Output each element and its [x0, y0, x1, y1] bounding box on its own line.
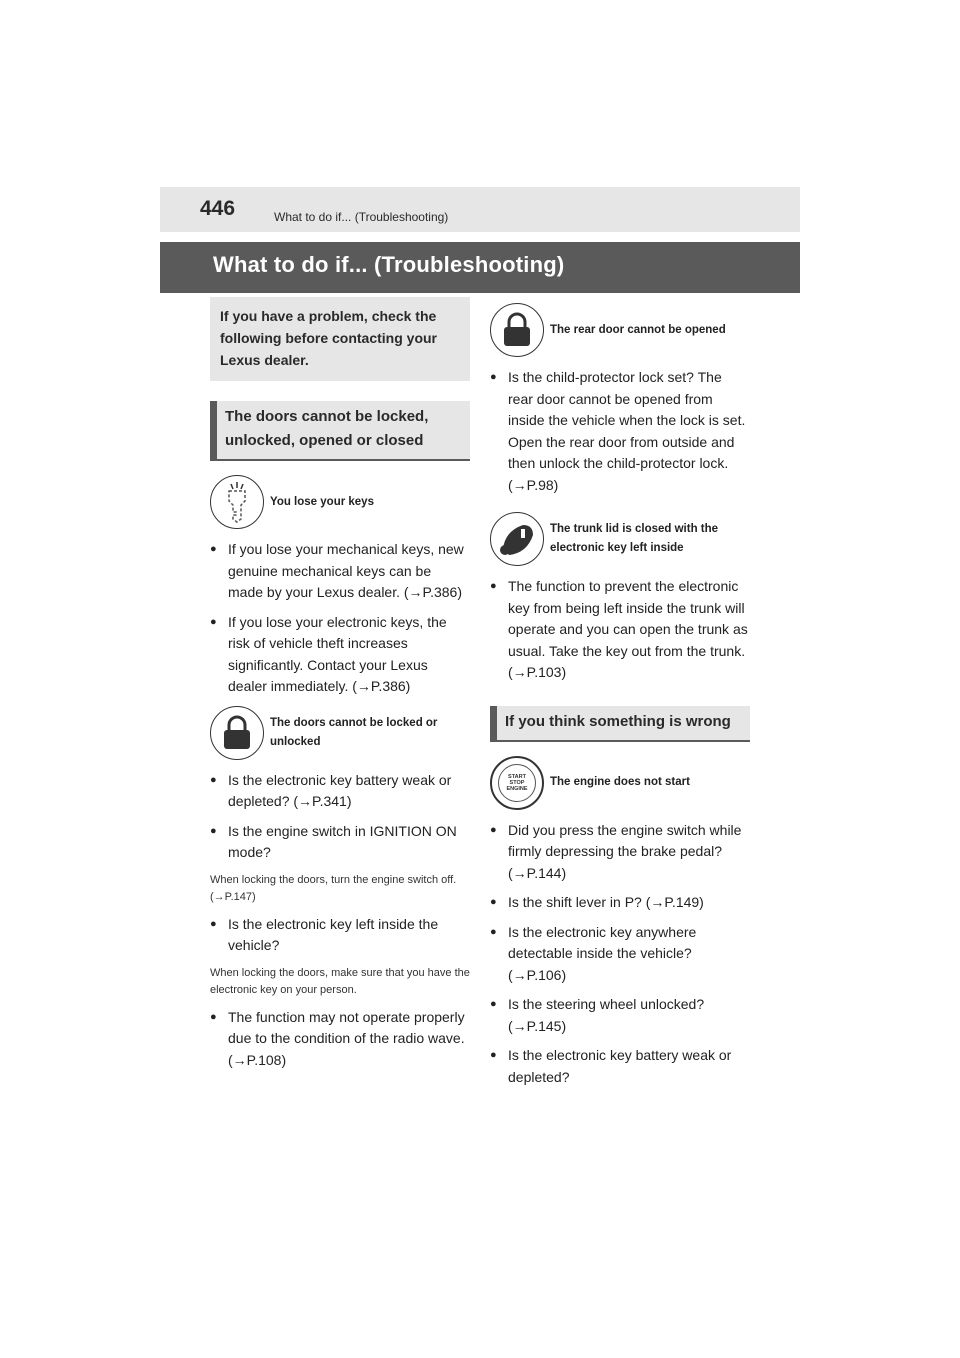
list-item: ● If you lose your mechanical keys, new genuine mechanical keys can be made by your Lexus dealer. (→P.386) [210, 539, 470, 604]
list-item: ● The function may not operate properly due to the condition of the radio wave. (→P.108) [210, 1007, 470, 1072]
section-heading-doors: The doors cannot be locked, unlocked, opened or closed [210, 401, 470, 461]
padlock-icon [210, 706, 264, 760]
list-item: ● Is the electronic key battery weak or depleted? (→P.341) [210, 770, 470, 813]
subheading-label: You lose your keys [270, 495, 374, 508]
list-item: ● Is the electronic key anywhere detectable inside the vehicle? (→P.106) [490, 922, 750, 987]
page-header [160, 187, 800, 232]
engine-button-text-engine: ENGINE [506, 785, 528, 792]
subheading-label: The doors cannot be locked or unlocked [270, 716, 438, 748]
subheading-doors-lock [210, 706, 470, 760]
left-column [210, 297, 470, 1079]
subheading-label: The engine does not start [550, 776, 690, 788]
section-heading-something-wrong: If you think something is wrong [490, 706, 750, 742]
list-item: ● Is the shift lever in P? (→P.149) [490, 892, 750, 914]
trunk-key-icon [490, 512, 544, 566]
intro-box: If you have a problem, check the following before contacting your Lexus dealer. [210, 297, 470, 381]
note: When locking the doors, make sure that you have the electronic key on your person. [210, 966, 470, 996]
subheading-lose-keys [210, 475, 470, 529]
engine-button-text-start: START [508, 773, 526, 780]
note: When locking the doors, turn the engine switch off. (→P.147) [210, 873, 457, 903]
subheading-label: The rear door cannot be opened [550, 323, 726, 336]
padlock-icon [490, 303, 544, 357]
subheading-engine [490, 756, 750, 810]
list-item: ● Is the electronic key battery weak or depleted? [490, 1045, 750, 1088]
list-item: ● If you lose your electronic keys, the risk of vehicle theft increases significantly. Contact your Lexus dealer immediately. (→P.386) [210, 612, 470, 698]
list-item: ● Is the electronic key left inside the vehicle? [210, 914, 470, 957]
key-icon [210, 475, 264, 529]
page-title: What to do if... (Troubleshooting) [213, 252, 565, 277]
list-item: ● Did you press the engine switch while firmly depressing the brake pedal? (→P.144) [490, 820, 750, 885]
list-item: ● The function to prevent the electronic key from being left inside the trunk will operate and you can open the trunk as usual. Take the key out from the trunk. (→P.103) [490, 576, 750, 684]
subheading-trunk [490, 512, 750, 566]
engine-button-text-stop: STOP [509, 779, 525, 786]
title-bar [160, 242, 800, 293]
subheading-rear-door [490, 303, 750, 357]
list-item: ● Is the child-protector lock set? The rear door cannot be opened from inside the vehicle when the lock is set. Open the rear door from outside and then unlock the child-protector lock. (→P.98) [490, 367, 750, 496]
engine-start-button-icon [490, 756, 544, 810]
list-item: ● Is the steering wheel unlocked? (→P.145) [490, 994, 750, 1037]
right-column [490, 297, 750, 1096]
page-number: 446 [200, 197, 236, 220]
subheading-label: The trunk lid is closed with the electronic key left inside [550, 523, 719, 554]
running-title: What to do if... (Troubleshooting) [274, 210, 449, 224]
list-item: ● Is the engine switch in IGNITION ON mode? [210, 821, 470, 864]
